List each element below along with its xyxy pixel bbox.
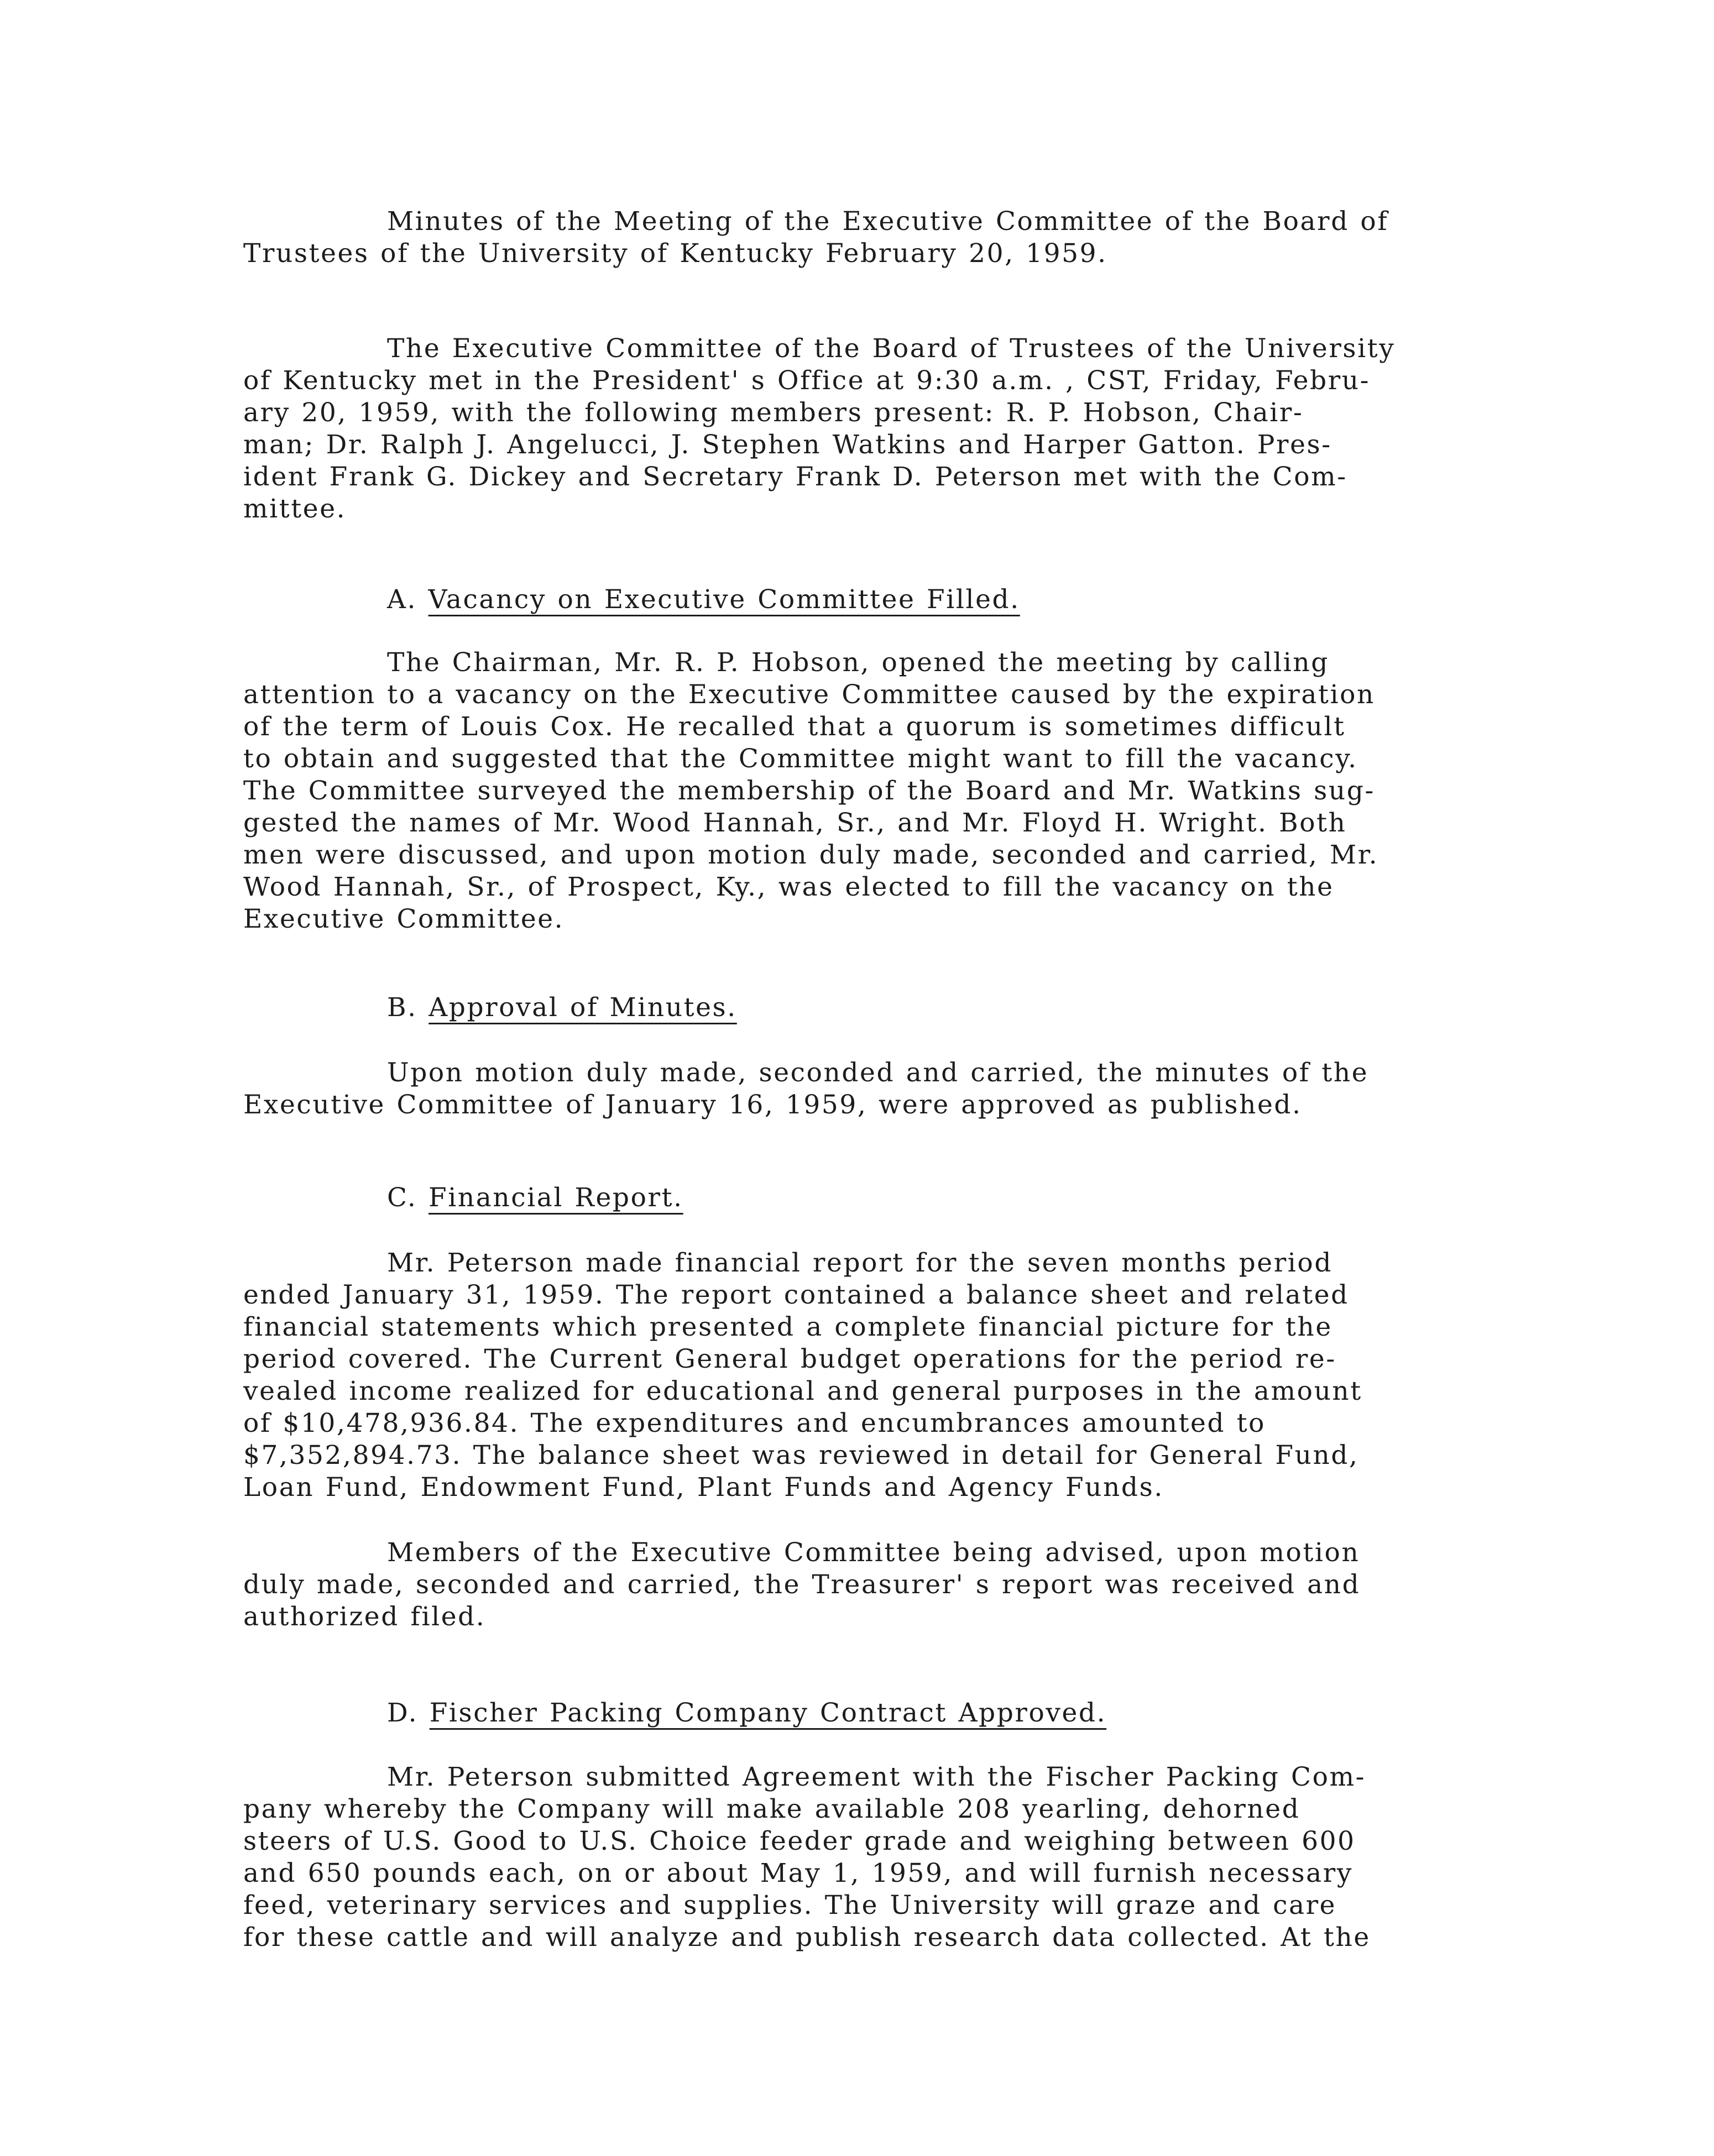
section-d-paragraph [243, 1761, 1465, 1954]
section-letter: B. [387, 992, 417, 1023]
paragraph-line: vealed income realized for educational and general purposes in the amount [243, 1376, 1362, 1406]
paragraph-line: Executive Committee. [243, 904, 565, 934]
paragraph-line: of Kentucky met in the President' s Office at 9:30 a.m. , CST, Friday, Febru- [243, 365, 1371, 396]
paragraph-line: Wood Hannah, Sr., of Prospect, Ky., was elected to fill the vacancy on the [243, 872, 1334, 902]
paragraph-line: The Executive Committee of the Board of Trustees of the University [387, 333, 1396, 364]
paragraph-line: financial statements which presented a complete financial picture for the [243, 1312, 1332, 1342]
section-letter: D. [387, 1698, 419, 1728]
paragraph-line: of $10,478,936.84. The expenditures and encumbrances amounted to [243, 1408, 1266, 1438]
section-heading-c [387, 1182, 683, 1214]
paragraph-line: of the term of Louis Cox. He recalled that a quorum is sometimes difficult [243, 711, 1346, 742]
paragraph-line: authorized filed. [243, 1602, 486, 1632]
header-line: Minutes of the Meeting of the Executive Committee of the Board of [387, 206, 1389, 237]
paragraph-line: to obtain and suggested that the Committee might want to fill the vacancy. [243, 744, 1358, 774]
paragraph-line: attention to a vacancy on the Executive Committee caused by the expiration [243, 679, 1375, 710]
paragraph-line: Upon motion duly made, seconded and carried, the minutes of the [387, 1058, 1369, 1088]
paragraph-line: ended January 31, 1959. The report contained a balance sheet and related [243, 1280, 1349, 1310]
paragraph-line: and 650 pounds each, on or about May 1, 1959, and will furnish necessary [243, 1858, 1354, 1888]
paragraph-line: men were discussed, and upon motion duly made, seconded and carried, Mr. [243, 840, 1379, 870]
intro-paragraph [243, 333, 1465, 525]
paragraph-line: mittee. [243, 494, 347, 524]
page-header [243, 206, 1465, 270]
section-heading-b [387, 992, 737, 1024]
paragraph-line: The Committee surveyed the membership of the Board and Mr. Watkins sug- [243, 776, 1375, 806]
section-b-paragraph [243, 1057, 1465, 1121]
section-title: Approval of Minutes. [428, 992, 737, 1023]
paragraph-line: The Chairman, Mr. R. P. Hobson, opened the meeting by calling [387, 647, 1329, 678]
section-c-paragraph-2 [243, 1537, 1465, 1633]
section-c-paragraph-1 [243, 1247, 1465, 1504]
paragraph-line: $7,352,894.73. The balance sheet was reviewed in detail for General Fund, [243, 1440, 1359, 1471]
paragraph-line: Loan Fund, Endowment Fund, Plant Funds and Agency Funds. [243, 1472, 1164, 1503]
section-letter: A. [387, 584, 417, 615]
section-title: Vacancy on Executive Committee Filled. [428, 584, 1020, 615]
paragraph-line: gested the names of Mr. Wood Hannah, Sr., and Mr. Floyd H. Wright. Both [243, 808, 1347, 838]
section-heading-d [387, 1697, 1106, 1729]
header-line: Trustees of the University of Kentucky February 20, 1959. [243, 238, 1107, 269]
paragraph-line: Executive Committee of January 16, 1959, were approved as published. [243, 1090, 1302, 1120]
paragraph-line: ident Frank G. Dickey and Secretary Frank D. Peterson met with the Com- [243, 462, 1347, 492]
section-letter: C. [387, 1182, 417, 1213]
paragraph-line: feed, veterinary services and supplies. The University will graze and care [243, 1890, 1337, 1920]
paragraph-line: Mr. Peterson submitted Agreement with the Fischer Packing Com- [387, 1762, 1366, 1792]
paragraph-line: man; Dr. Ralph J. Angelucci, J. Stephen Watkins and Harper Gatton. Pres- [243, 430, 1332, 460]
paragraph-line: for these cattle and will analyze and publish research data collected. At the [243, 1922, 1371, 1953]
section-title: Financial Report. [428, 1182, 683, 1213]
paragraph-line: duly made, seconded and carried, the Treasurer' s report was received and [243, 1569, 1361, 1600]
section-title: Fischer Packing Company Contract Approved. [429, 1698, 1107, 1728]
paragraph-line: period covered. The Current General budget operations for the period re- [243, 1344, 1336, 1374]
paragraph-line: Members of the Executive Committee being advised, upon motion [387, 1537, 1360, 1568]
section-heading-a [387, 584, 1020, 616]
paragraph-line: steers of U.S. Good to U.S. Choice feeder grade and weighing between 600 [243, 1826, 1356, 1856]
paragraph-line: ary 20, 1959, with the following members present: R. P. Hobson, Chair- [243, 397, 1304, 428]
section-a-paragraph [243, 647, 1465, 935]
paragraph-line: Mr. Peterson made financial report for the seven months period [387, 1248, 1333, 1278]
paragraph-line: pany whereby the Company will make available 208 yearling, dehorned [243, 1794, 1300, 1824]
